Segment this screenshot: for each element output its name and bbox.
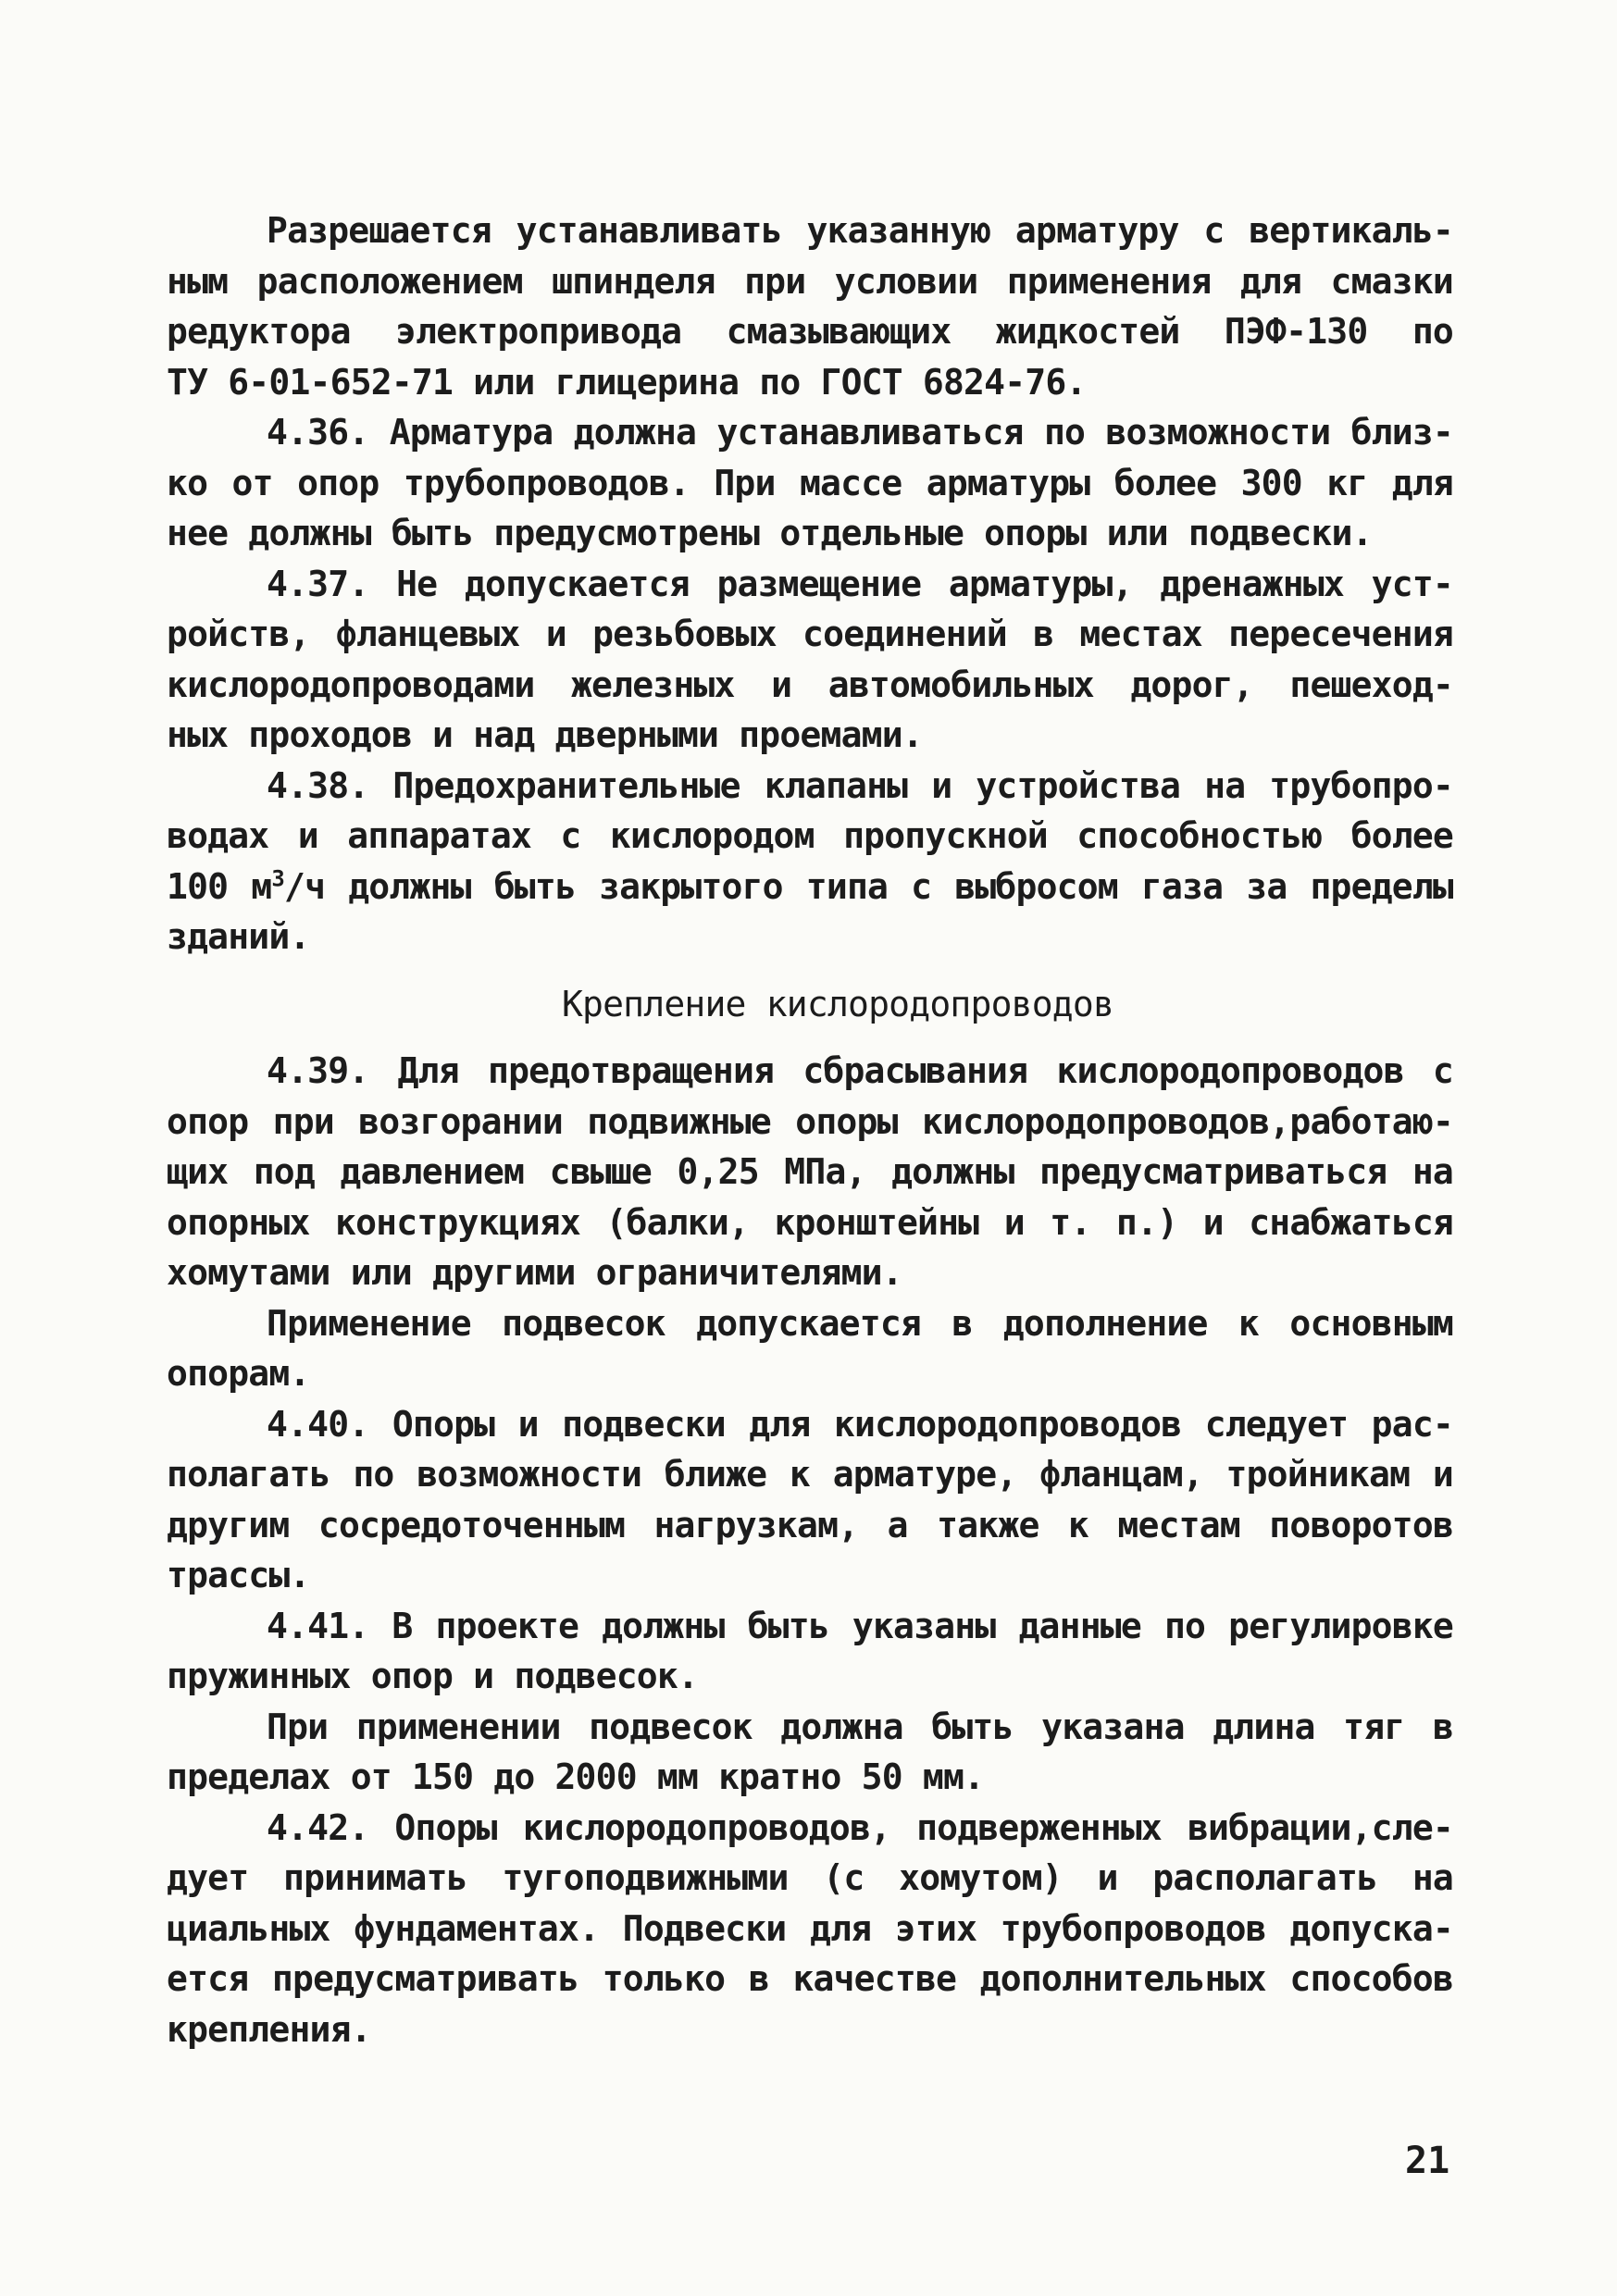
text-line: циальных фундаментах. Подвески для этих трубопроводов допуска- <box>167 1907 1453 1949</box>
text-line: опор при возгорании подвижные опоры кислородопроводов,работаю- <box>167 1100 1453 1142</box>
text-line: опорных конструкциях (балки, кронштейны и т. п.) и снабжаться <box>167 1201 1453 1243</box>
text-line: ТУ 6-01-652-71 или глицерина по ГОСТ 6824-76. <box>167 361 1087 403</box>
text-line: ных проходов и над дверными проемами. <box>167 714 923 755</box>
text-line: другим сосредоточенным нагрузкам, а также к местам поворотов <box>167 1504 1453 1545</box>
text-line: 4.37. Не допускается размещение арматуры, дренажных уст- <box>267 563 1453 604</box>
text-line: 4.39. Для предотвращения сбрасывания кислородопроводов с <box>267 1050 1453 1091</box>
text-fragment: /ч должны быть закрытого типа с выбросом газа за пределы <box>284 865 1453 907</box>
text-line: Применение подвесок допускается в дополнение к основным <box>267 1302 1453 1344</box>
text-line: кислородопроводами железных и автомобильных дорог, пешеход- <box>167 664 1453 705</box>
page-number: 21 <box>1405 2140 1450 2182</box>
text-line: Разрешается устанавливать указанную арматуру с вертикаль- <box>267 210 1453 251</box>
text-line: редуктора электропривода смазывающих жидкостей ПЭФ-130 по <box>167 311 1453 352</box>
text-line: пружинных опор и подвесок. <box>167 1656 699 1696</box>
text-line: ко от опор трубопроводов. При массе арматуры более 300 кг для <box>167 462 1453 503</box>
text-line: водах и аппаратах с кислородом пропускной способностью более <box>167 815 1453 856</box>
text-line: полагать по возможности ближе к арматуре, фланцам, тройникам и <box>167 1454 1453 1495</box>
text-line: ным расположением шпинделя при условии применения для смазки <box>167 260 1453 302</box>
section-heading: Крепление кислородопроводов <box>561 983 1114 1024</box>
text-line: зданий. <box>167 916 310 957</box>
text-line: пределах от 150 до 2000 мм кратно 50 мм. <box>167 1756 985 1797</box>
text-line: нее должны быть предусмотрены отдельные опоры или подвески. <box>167 513 1373 553</box>
text-line: ется предусматривать только в качестве дополнительных способов <box>167 1958 1453 1999</box>
text-line: дует принимать тугоподвижными (с хомутом) и располагать на <box>167 1857 1453 1898</box>
document-body <box>167 205 1453 2054</box>
text-line: ройств, фланцевых и резьбовых соединений в местах пересечения <box>167 614 1453 654</box>
text-line <box>167 862 1453 912</box>
text-line: трассы. <box>167 1555 310 1595</box>
text-line: опорам. <box>167 1353 310 1394</box>
text-line: хомутами или другими ограничителями. <box>167 1252 902 1293</box>
text-line: крепления. <box>167 2008 371 2050</box>
text-line: 4.42. Опоры кислородопроводов, подверженных вибрации,сле- <box>267 1806 1453 1848</box>
text-fragment: 100 м <box>167 865 272 907</box>
text-line: щих под давлением свыше 0,25 МПа, должны предусматриваться на <box>167 1151 1453 1192</box>
text-line: 4.38. Предохранительные клапаны и устройства на трубопро- <box>267 764 1453 806</box>
text-line: 4.36. Арматура должна устанавливаться по возможности близ- <box>267 412 1453 453</box>
text-line: При применении подвесок должна быть указана длина тяг в <box>267 1706 1453 1747</box>
superscript: 3 <box>271 864 285 891</box>
text-line: 4.41. В проекте должны быть указаны данные по регулировке <box>267 1605 1453 1646</box>
text-line: 4.40. Опоры и подвески для кислородопроводов следует рас- <box>267 1403 1453 1445</box>
